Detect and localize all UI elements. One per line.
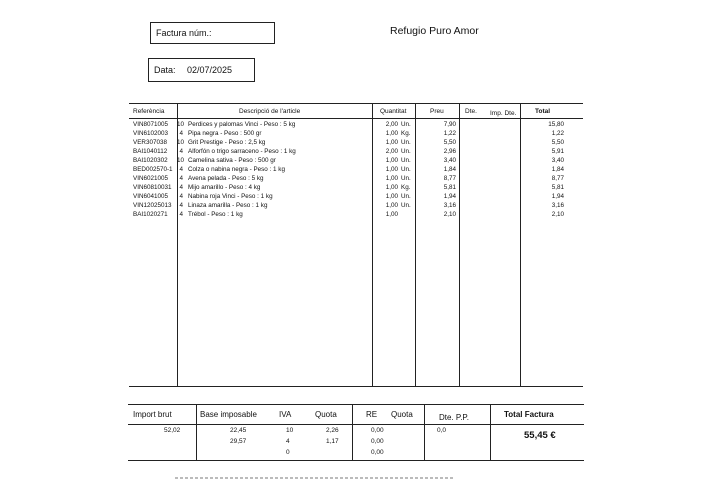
- item-quantity: 1,00: [385, 175, 398, 182]
- item-description: Nabina roja Vinci - Peso : 1 kg: [188, 193, 273, 200]
- iva-quota-value: 1,17: [326, 438, 339, 445]
- table-row: [129, 165, 583, 174]
- dte-pp-value: 0,0: [437, 427, 447, 434]
- item-unit: Kg.: [401, 130, 411, 137]
- item-unit: Un.: [401, 193, 411, 200]
- table-row: [129, 210, 583, 219]
- iva-rate-value: 0: [286, 449, 290, 456]
- item-ref: BAI1020302: [133, 157, 168, 164]
- item-pack-qty: 4: [179, 175, 183, 182]
- item-total: 2,10: [551, 211, 564, 218]
- import-brut-value: 52,02: [164, 427, 181, 434]
- re-value: 0,00: [371, 438, 384, 445]
- item-price: 1,94: [443, 193, 456, 200]
- table-row: [129, 156, 583, 165]
- item-pack-qty: 4: [179, 211, 183, 218]
- table-row: [129, 120, 583, 129]
- re-value: 0,00: [371, 427, 384, 434]
- item-price: 2,10: [443, 211, 456, 218]
- tax-base-value: 29,57: [230, 438, 247, 445]
- item-ref: BAI1020271: [133, 211, 168, 218]
- item-quantity: 1,00: [385, 202, 398, 209]
- item-total: 5,50: [551, 139, 564, 146]
- item-ref: BAI1040112: [133, 148, 168, 155]
- totals-header-quota: Quota: [315, 410, 337, 419]
- header-price: Preu: [430, 108, 444, 115]
- item-quantity: 1,00: [385, 211, 398, 218]
- item-unit: Un.: [401, 139, 411, 146]
- item-ref: VIN8071005: [133, 121, 169, 128]
- item-quantity: 1,00: [385, 130, 398, 137]
- item-price: 1,22: [443, 130, 456, 137]
- item-unit: Un.: [401, 157, 411, 164]
- item-total: 1,22: [551, 130, 564, 137]
- iva-rate-value: 4: [286, 438, 290, 445]
- item-pack-qty: 4: [179, 202, 183, 209]
- table-row: [129, 174, 583, 183]
- item-unit: Kg.: [401, 184, 411, 191]
- item-total: 8,77: [551, 175, 564, 182]
- item-total: 5,91: [551, 148, 564, 155]
- item-description: Trébol - Peso : 1 kg: [188, 211, 243, 218]
- item-quantity: 1,00: [385, 139, 398, 146]
- iva-rate-value: 10: [286, 427, 294, 434]
- item-price: 8,77: [443, 175, 456, 182]
- totals-header-re-quota: Quota: [391, 410, 413, 419]
- item-quantity: 2,00: [385, 121, 398, 128]
- item-quantity: 1,00: [385, 166, 398, 173]
- item-price: 7,90: [443, 121, 456, 128]
- date-label: Data:: [154, 65, 176, 75]
- item-description: Colza o nabina negra - Peso : 1 kg: [188, 166, 285, 173]
- item-total: 3,16: [551, 202, 564, 209]
- item-total: 3,40: [551, 157, 564, 164]
- totals-header-brut: Import brut: [133, 410, 172, 419]
- item-ref: VIN6102003: [133, 130, 169, 137]
- item-unit: Un.: [401, 202, 411, 209]
- item-ref: VIN12025013: [133, 202, 172, 209]
- header-dte: Dte.: [465, 108, 477, 115]
- item-ref: VIN60810031: [133, 184, 172, 191]
- tax-base-value: 22,45: [230, 427, 247, 434]
- footer-text-strip: [175, 477, 455, 479]
- items-table: [129, 103, 583, 386]
- date-box: [148, 58, 255, 82]
- item-pack-qty: 4: [179, 166, 183, 173]
- item-ref: VIN6041005: [133, 193, 169, 200]
- table-row: [129, 138, 583, 147]
- header-imp-dte: Imp. Dte.: [490, 110, 517, 117]
- item-unit: Un.: [401, 166, 411, 173]
- item-price: 5,81: [443, 184, 456, 191]
- item-pack-qty: 10: [177, 121, 185, 128]
- item-pack-qty: 4: [179, 130, 183, 137]
- totals-table: [128, 404, 584, 461]
- item-ref: BED002570-1: [133, 166, 173, 173]
- totals-header-dte-pp: Dte. P.P.: [439, 413, 469, 422]
- item-description: Perdices y palomas Vinci - Peso : 5 kg: [188, 121, 296, 128]
- item-description: Avena pelada - Peso : 5 kg: [188, 175, 264, 182]
- item-description: Grit Prestige - Peso : 2,5 kg: [188, 139, 266, 146]
- item-quantity: 1,00: [385, 157, 398, 164]
- item-total: 1,94: [551, 193, 564, 200]
- totals-header-re: RE: [366, 410, 378, 419]
- item-pack-qty: 10: [177, 139, 185, 146]
- item-total: 5,81: [551, 184, 564, 191]
- iva-quota-value: 2,26: [326, 427, 339, 434]
- item-total: 1,84: [551, 166, 564, 173]
- item-unit: Un.: [401, 148, 411, 155]
- item-description: Alforfón o trigo sarraceno - Peso : 1 kg: [188, 148, 296, 155]
- item-price: 2,96: [443, 148, 456, 155]
- item-quantity: 1,00: [385, 193, 398, 200]
- table-row: [129, 192, 583, 201]
- item-price: 5,50: [443, 139, 456, 146]
- header-total: Total: [535, 108, 551, 115]
- grand-total-value: 55,45 €: [524, 430, 556, 441]
- table-row: [129, 201, 583, 210]
- item-ref: VIN6021005: [133, 175, 169, 182]
- totals-header-iva: IVA: [279, 410, 292, 419]
- item-description: Mijo amarillo - Peso : 4 kg: [188, 184, 261, 191]
- item-price: 3,16: [443, 202, 456, 209]
- table-row: [129, 129, 583, 138]
- table-row: [129, 147, 583, 156]
- table-row: [129, 183, 583, 192]
- header-ref: Referència: [133, 108, 165, 115]
- invoice-number-label: Factura núm.:: [156, 28, 212, 38]
- company-name: Refugio Puro Amor: [390, 25, 479, 37]
- item-ref: VER307038: [133, 139, 167, 146]
- item-price: 3,40: [443, 157, 456, 164]
- totals-header-total: Total Factura: [504, 410, 554, 419]
- totals-header-base: Base imposable: [200, 410, 257, 419]
- item-total: 15,80: [548, 121, 564, 128]
- invoice-number-box: [150, 22, 275, 44]
- item-unit: Un.: [401, 121, 411, 128]
- re-value: 0,00: [371, 449, 384, 456]
- item-pack-qty: 10: [177, 157, 185, 164]
- header-quant: Quantitat: [380, 108, 407, 115]
- item-description: Camelina sativa - Peso : 500 gr: [188, 157, 276, 164]
- item-quantity: 1,00: [385, 184, 398, 191]
- item-unit: Un.: [401, 175, 411, 182]
- item-quantity: 2,00: [385, 148, 398, 155]
- item-pack-qty: 4: [179, 184, 183, 191]
- item-description: Linaza amarilla - Peso : 1 kg: [188, 202, 268, 209]
- date-value: 02/07/2025: [187, 65, 233, 75]
- item-pack-qty: 4: [179, 148, 183, 155]
- item-price: 1,84: [443, 166, 456, 173]
- item-pack-qty: 4: [179, 193, 183, 200]
- header-desc: Descripció de l'article: [239, 108, 301, 115]
- item-description: Pipa negra - Peso : 500 gr: [188, 130, 262, 137]
